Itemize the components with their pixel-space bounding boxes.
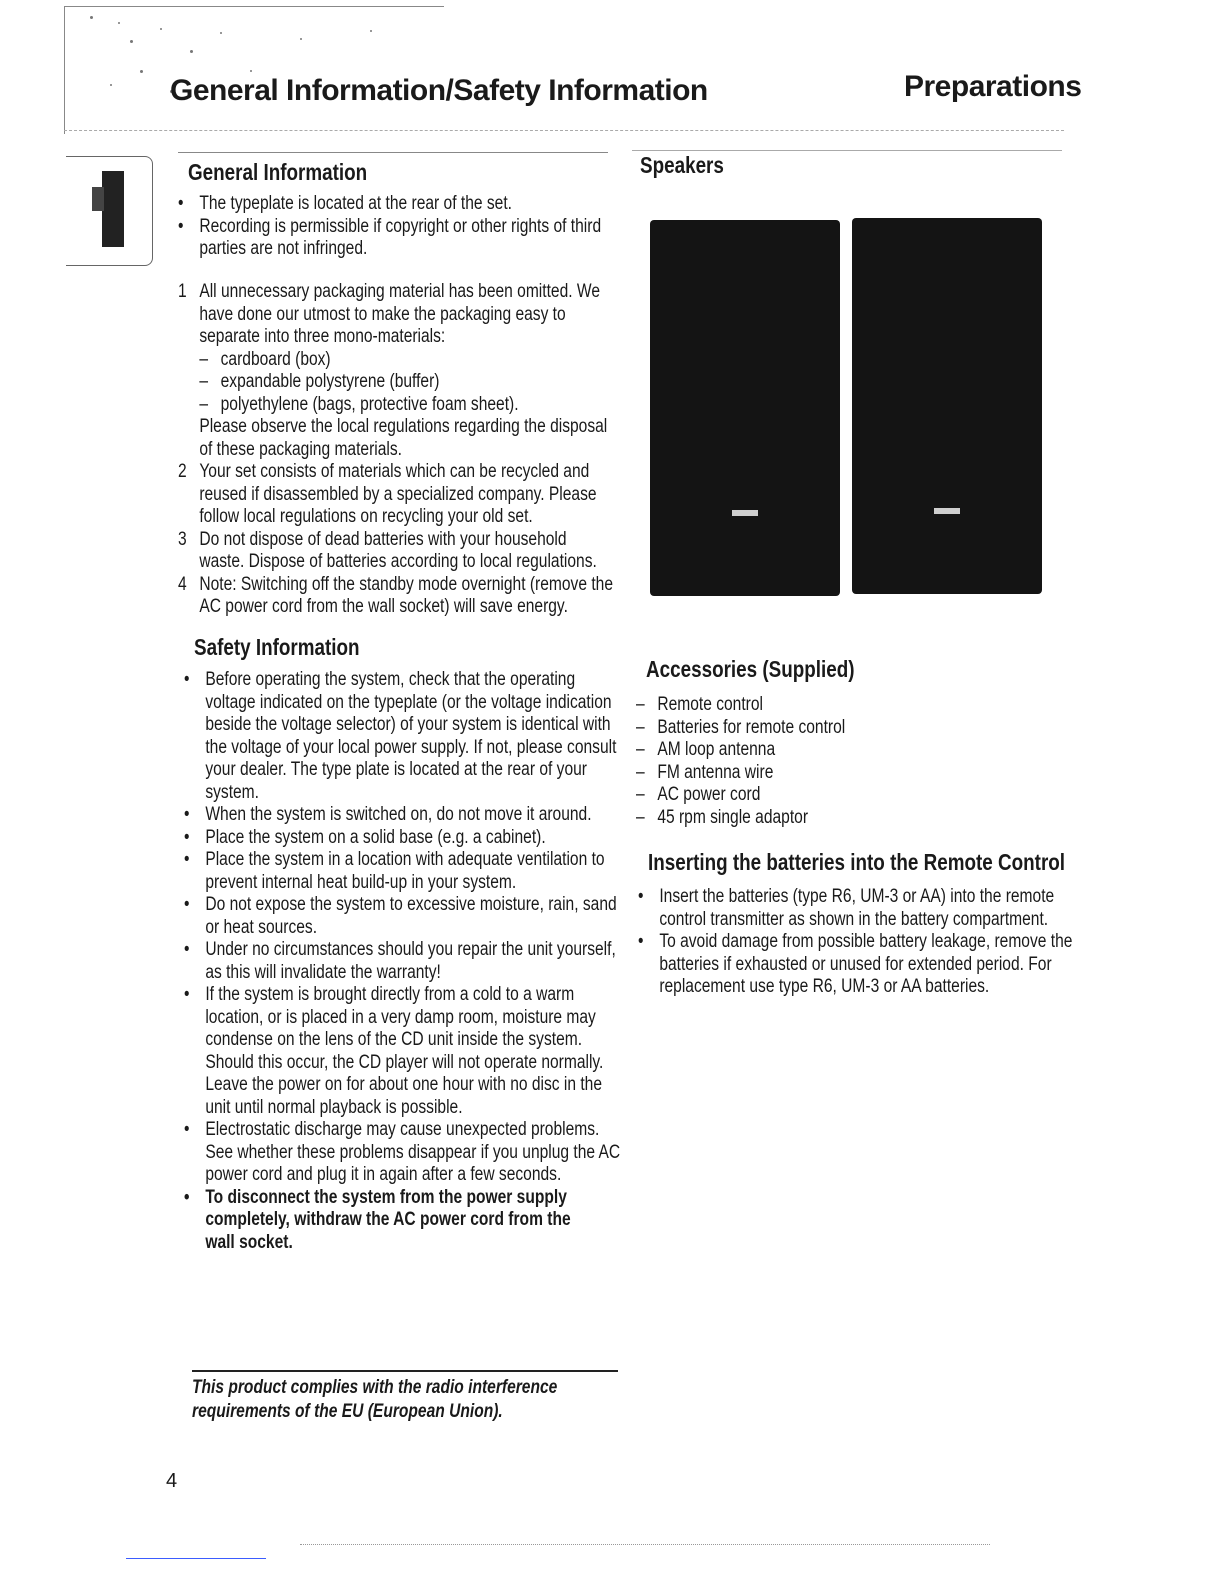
list-item: • Do not expose the system to excessive moisture, rain, sand or heat sources. (184, 894, 617, 938)
list-item: • Insert the batteries (type R6, UM-3 or AA) into the remote control transmitter as shown in the battery compartment. (638, 886, 1055, 930)
general-numbered-list (178, 281, 613, 619)
list-item: • If the system is brought directly from a cold to a warm location, or is placed in a very damp room, moisture may condense on the lens of the CD unit inside the system. Should this occur, the CD player will not operate normally. Leave the power on for about one hour with no disc in the unit until normal playback is possible. (184, 984, 604, 1118)
batteries-heading: Inserting the batteries into the Remote Control (648, 849, 1066, 875)
speaker-image-left (650, 220, 840, 596)
compliance-note: This product complies with the radio interference requirements of the EU (European Union). (192, 1377, 558, 1422)
philips-logo-icon (732, 510, 758, 516)
header-frame-top-line (64, 6, 444, 7)
list-item: 3 Do not dispose of dead batteries with your household waste. Dispose of batteries according to local regulations. (178, 528, 597, 572)
general-bullet-list (178, 193, 601, 261)
note-rule (192, 1370, 618, 1372)
list-item: • Under no circumstances should you repair the unit yourself, as this will invalidate the warranty! (184, 939, 616, 983)
safety-information-heading: Safety Information (194, 634, 360, 660)
battery-bullet-list (638, 886, 1072, 999)
chapter-tab-icon (66, 156, 153, 266)
list-item: • The typeplate is located at the rear of the set. (178, 193, 512, 214)
page-number: 4 (166, 1470, 178, 1492)
safety-bullet-list (184, 669, 620, 1254)
list-item: • Place the system on a solid base (e.g. a cabinet). (184, 826, 546, 848)
list-item: • Place the system in a location with adequate ventilation to prevent internal heat build-up in your system. (184, 849, 605, 893)
accessory-item: – AC power cord (636, 784, 761, 805)
section-title-preparations: Preparations (904, 70, 1082, 103)
list-item: • Recording is permissible if copyright or other rights of third parties are not infringed. (178, 215, 602, 259)
accessory-item: – FM antenna wire (636, 761, 774, 783)
speakers-heading: Speakers (640, 152, 724, 178)
general-information-heading: General Information (188, 159, 368, 185)
right-column-rule (632, 150, 1062, 151)
list-item: • Electrostatic discharge may cause unexpected problems. See whether these problems disappear if you unplug the AC power cord and plug it in again after a few seconds. (184, 1119, 621, 1185)
header-frame-left-line (64, 6, 65, 134)
bottom-scan-noise (300, 1544, 990, 1545)
philips-logo-icon (934, 508, 960, 514)
page-title: General Information/Safety Information (170, 74, 708, 107)
accessory-item: – Remote control (636, 694, 763, 715)
list-item: 4 Note: Switching off the standby mode overnight (remove the AC power cord from the wall socket) will save energy. (178, 573, 613, 617)
speaker-image-right (852, 218, 1042, 594)
list-item: • Before operating the system, check that the operating voltage indicated on the typeplate (or the voltage indication beside the voltage selector) of your system is identical with the voltage of your local power supply. If not, please consult your dealer. The type plate is located at the rear of your system. (184, 669, 617, 803)
header-divider (64, 130, 1064, 131)
accessories-heading: Accessories (Supplied) (646, 656, 855, 682)
bottom-rule (126, 1558, 266, 1559)
accessory-item: – AM loop antenna (636, 739, 776, 760)
accessory-item: – Batteries for remote control (636, 716, 846, 738)
list-item: • To avoid damage from possible battery leakage, remove the batteries if exhausted or unused for extended period. For replacement use type R6, UM-3 or AA batteries. (638, 931, 1073, 997)
accessories-list (636, 694, 845, 829)
list-item: • When the system is switched on, do not move it around. (184, 804, 592, 825)
list-item-warning: • To disconnect the system from the power supply completely, withdraw the AC power cord from the wall socket. (184, 1186, 571, 1253)
accessory-item: – 45 rpm single adaptor (636, 806, 809, 828)
list-item: 2 Your set consists of materials which can be recycled and reused if disassembled by a specialized company. Please follow local regulations on recycling your old set. (178, 461, 597, 527)
list-item: 1 All unnecessary packaging material has been omitted. We have done our utmost to make the packaging easy to separate into three mono-materials: – cardboard (box) – expandable polystyrene (buffer) – polyethylene (bags, protective foam sheet). Please observe the local regulations regarding the disposal of these packaging materials. (178, 281, 608, 460)
left-column-rule (178, 152, 608, 153)
